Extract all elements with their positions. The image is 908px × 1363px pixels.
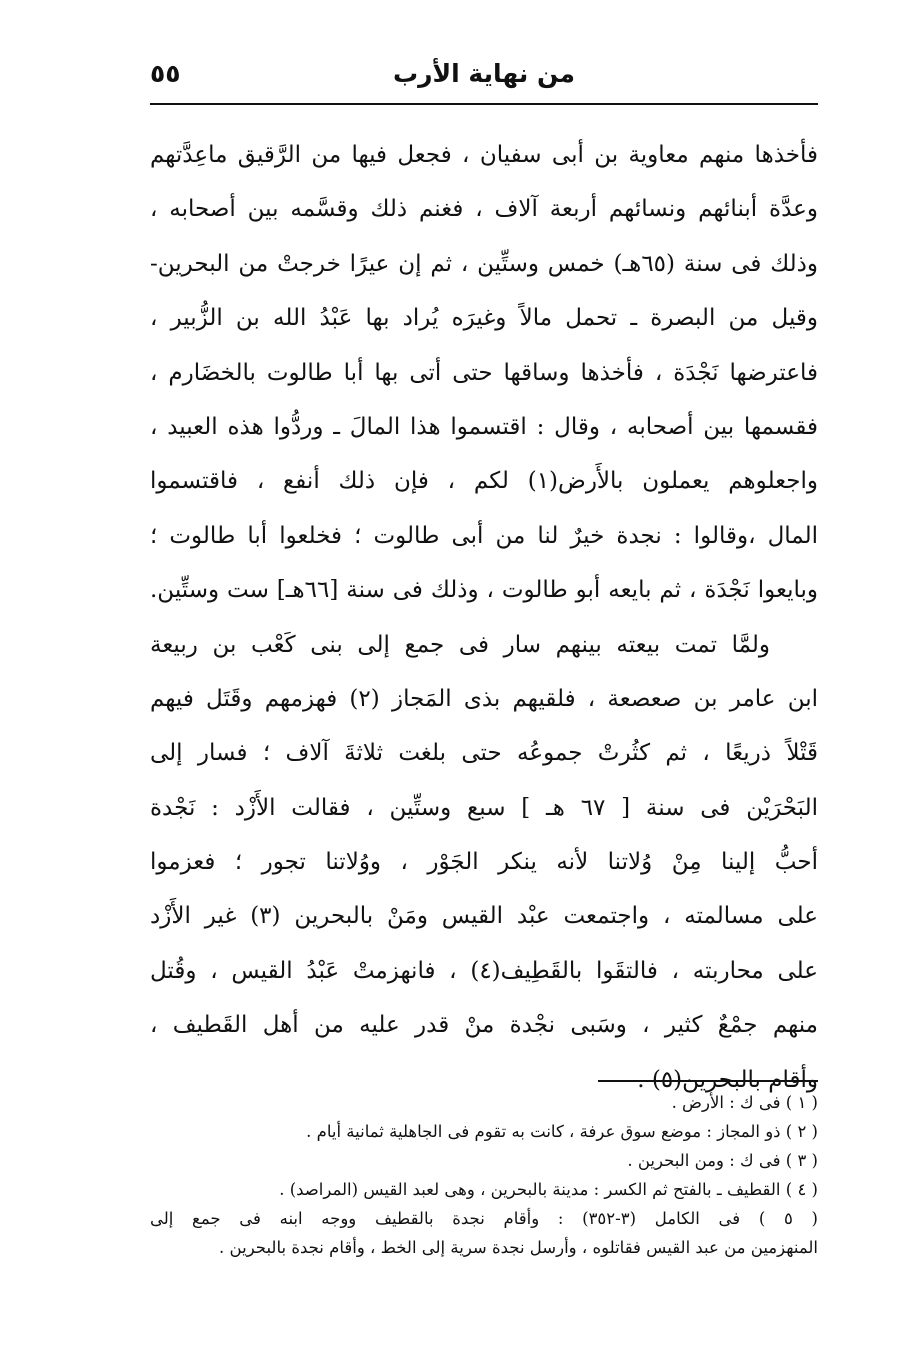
footnote-4: ( ٤ ) القطيف ـ بالفتح ثم الكسر : مدينة بالبحرين ، وهى لعبد القيس (المراصد) . <box>279 1180 818 1199</box>
footnote-3: ( ٣ ) فى ك : ومن البحرين . <box>627 1151 818 1170</box>
text-line: ابن عامر بن صعصعة ، فلقيهم بذى المَجاز (٢) فهزمهم وقَتَل فيهم <box>150 685 818 712</box>
footnote-5-continued: المنهزمين من عبد القيس فقاتلوه ، وأرسل نجدة سرية إلى الخط ، وأقام نجدة بالبحرين . <box>219 1238 818 1257</box>
footnotes <box>150 1088 818 1262</box>
footnote-5: ( ٥ ) فى الكامل (٣-٣٥٢) : وأقام نجدة بالقطيف ووجه ابنه فى جمع إلى <box>150 1209 818 1228</box>
text-line: قَتْلاً ذريعًا ، ثم كثُرتْ جموعُه حتى بلغت ثلاثةَ آلاف ؛ فسار إلى <box>150 740 818 767</box>
footnote-2: ( ٢ ) ذو المجاز : موضع سوق عرفة ، كانت به تقوم فى الجاهلية ثمانية أيام . <box>306 1122 818 1141</box>
text-line: منهم جمْعٌ كثير ، وسَبى نجْدة منْ قدر عليه من أهل القَطيف ، <box>150 1012 818 1039</box>
text-line: على مسالمته ، واجتمعت عبْد القيس ومَنْ بالبحرين (٣) غير الأَزْد <box>150 903 818 930</box>
page-number: ٥٥ <box>150 59 181 88</box>
main-text <box>150 128 818 1107</box>
text-line: واجعلوهم يعملون بالأَرض(١) لكم ، فإن ذلك أنفع ، فاقتسموا <box>150 468 818 495</box>
text-line: فاعترضها نَجْدَة ، فأخذها وساقها حتى أتى بها أبا طالوت بالخضَارم ، <box>150 359 818 386</box>
footnote-1: ( ١ ) فى ك : الأرض . <box>671 1093 818 1112</box>
text-line: وذلك فى سنة (٦٥هـ) خمس وستِّين ، ثم إن عيرًا خرجتْ من البحرين- <box>150 250 818 277</box>
text-line: فأخذها منهم معاوية بن أبى سفيان ، فجعل فيها من الرَّقيق ماعِدَّتهم <box>150 142 818 168</box>
header-divider <box>150 103 818 105</box>
text-line: وقيل من البصرة ـ تحمل مالاً وغيرَه يُراد بها عَبْدُ الله بن الزُّبير ، <box>150 305 818 332</box>
text-line: المال ،وقالوا : نجدة خيرٌ لنا من أبى طالوت ؛ فخلعوا أبا طالوت ؛ <box>150 522 818 549</box>
paragraph-start-line: ولمَّا تمت بيعته بينهم سار فى جمع إلى بنى كَعْب بن ربيعة <box>150 631 770 658</box>
footnote-divider <box>598 1080 818 1082</box>
text-line: فقسمها بين أصحابه ، وقال : اقتسموا هذا المالَ ـ وردُّوا هذه العبيد ، <box>150 413 818 440</box>
text-line: البَحْرَيْن فى سنة [ ٦٧ هـ ] سبع وستِّين ، فقالت الأَزْد : نَجْدة <box>150 794 818 821</box>
text-line: وأقام بالبحرين(٥) . <box>637 1066 818 1093</box>
page-header <box>150 55 818 99</box>
running-title: من نهاية الأرب <box>393 59 575 88</box>
text-line: وعدَّة أبنائهم ونسائهم أربعة آلاف ، فغنم ذلك وقسَّمه بين أصحابه ، <box>150 196 818 223</box>
text-line: على محاربته ، فالتقَوا بالقَطِيف(٤) ، فانهزمتْ عَبْدُ القيس ، وقُتل <box>150 957 818 984</box>
text-line: أحبُّ إلينا مِنْ وُلاتنا لأنه ينكر الجَوْر ، ووُلاتنا تجور ؛ فعزموا <box>150 849 818 876</box>
text-line: وبايعوا نَجْدَة ، ثم بايعه أبو طالوت ، وذلك فى سنة [٦٦هـ] ست وستِّين. <box>150 577 818 604</box>
